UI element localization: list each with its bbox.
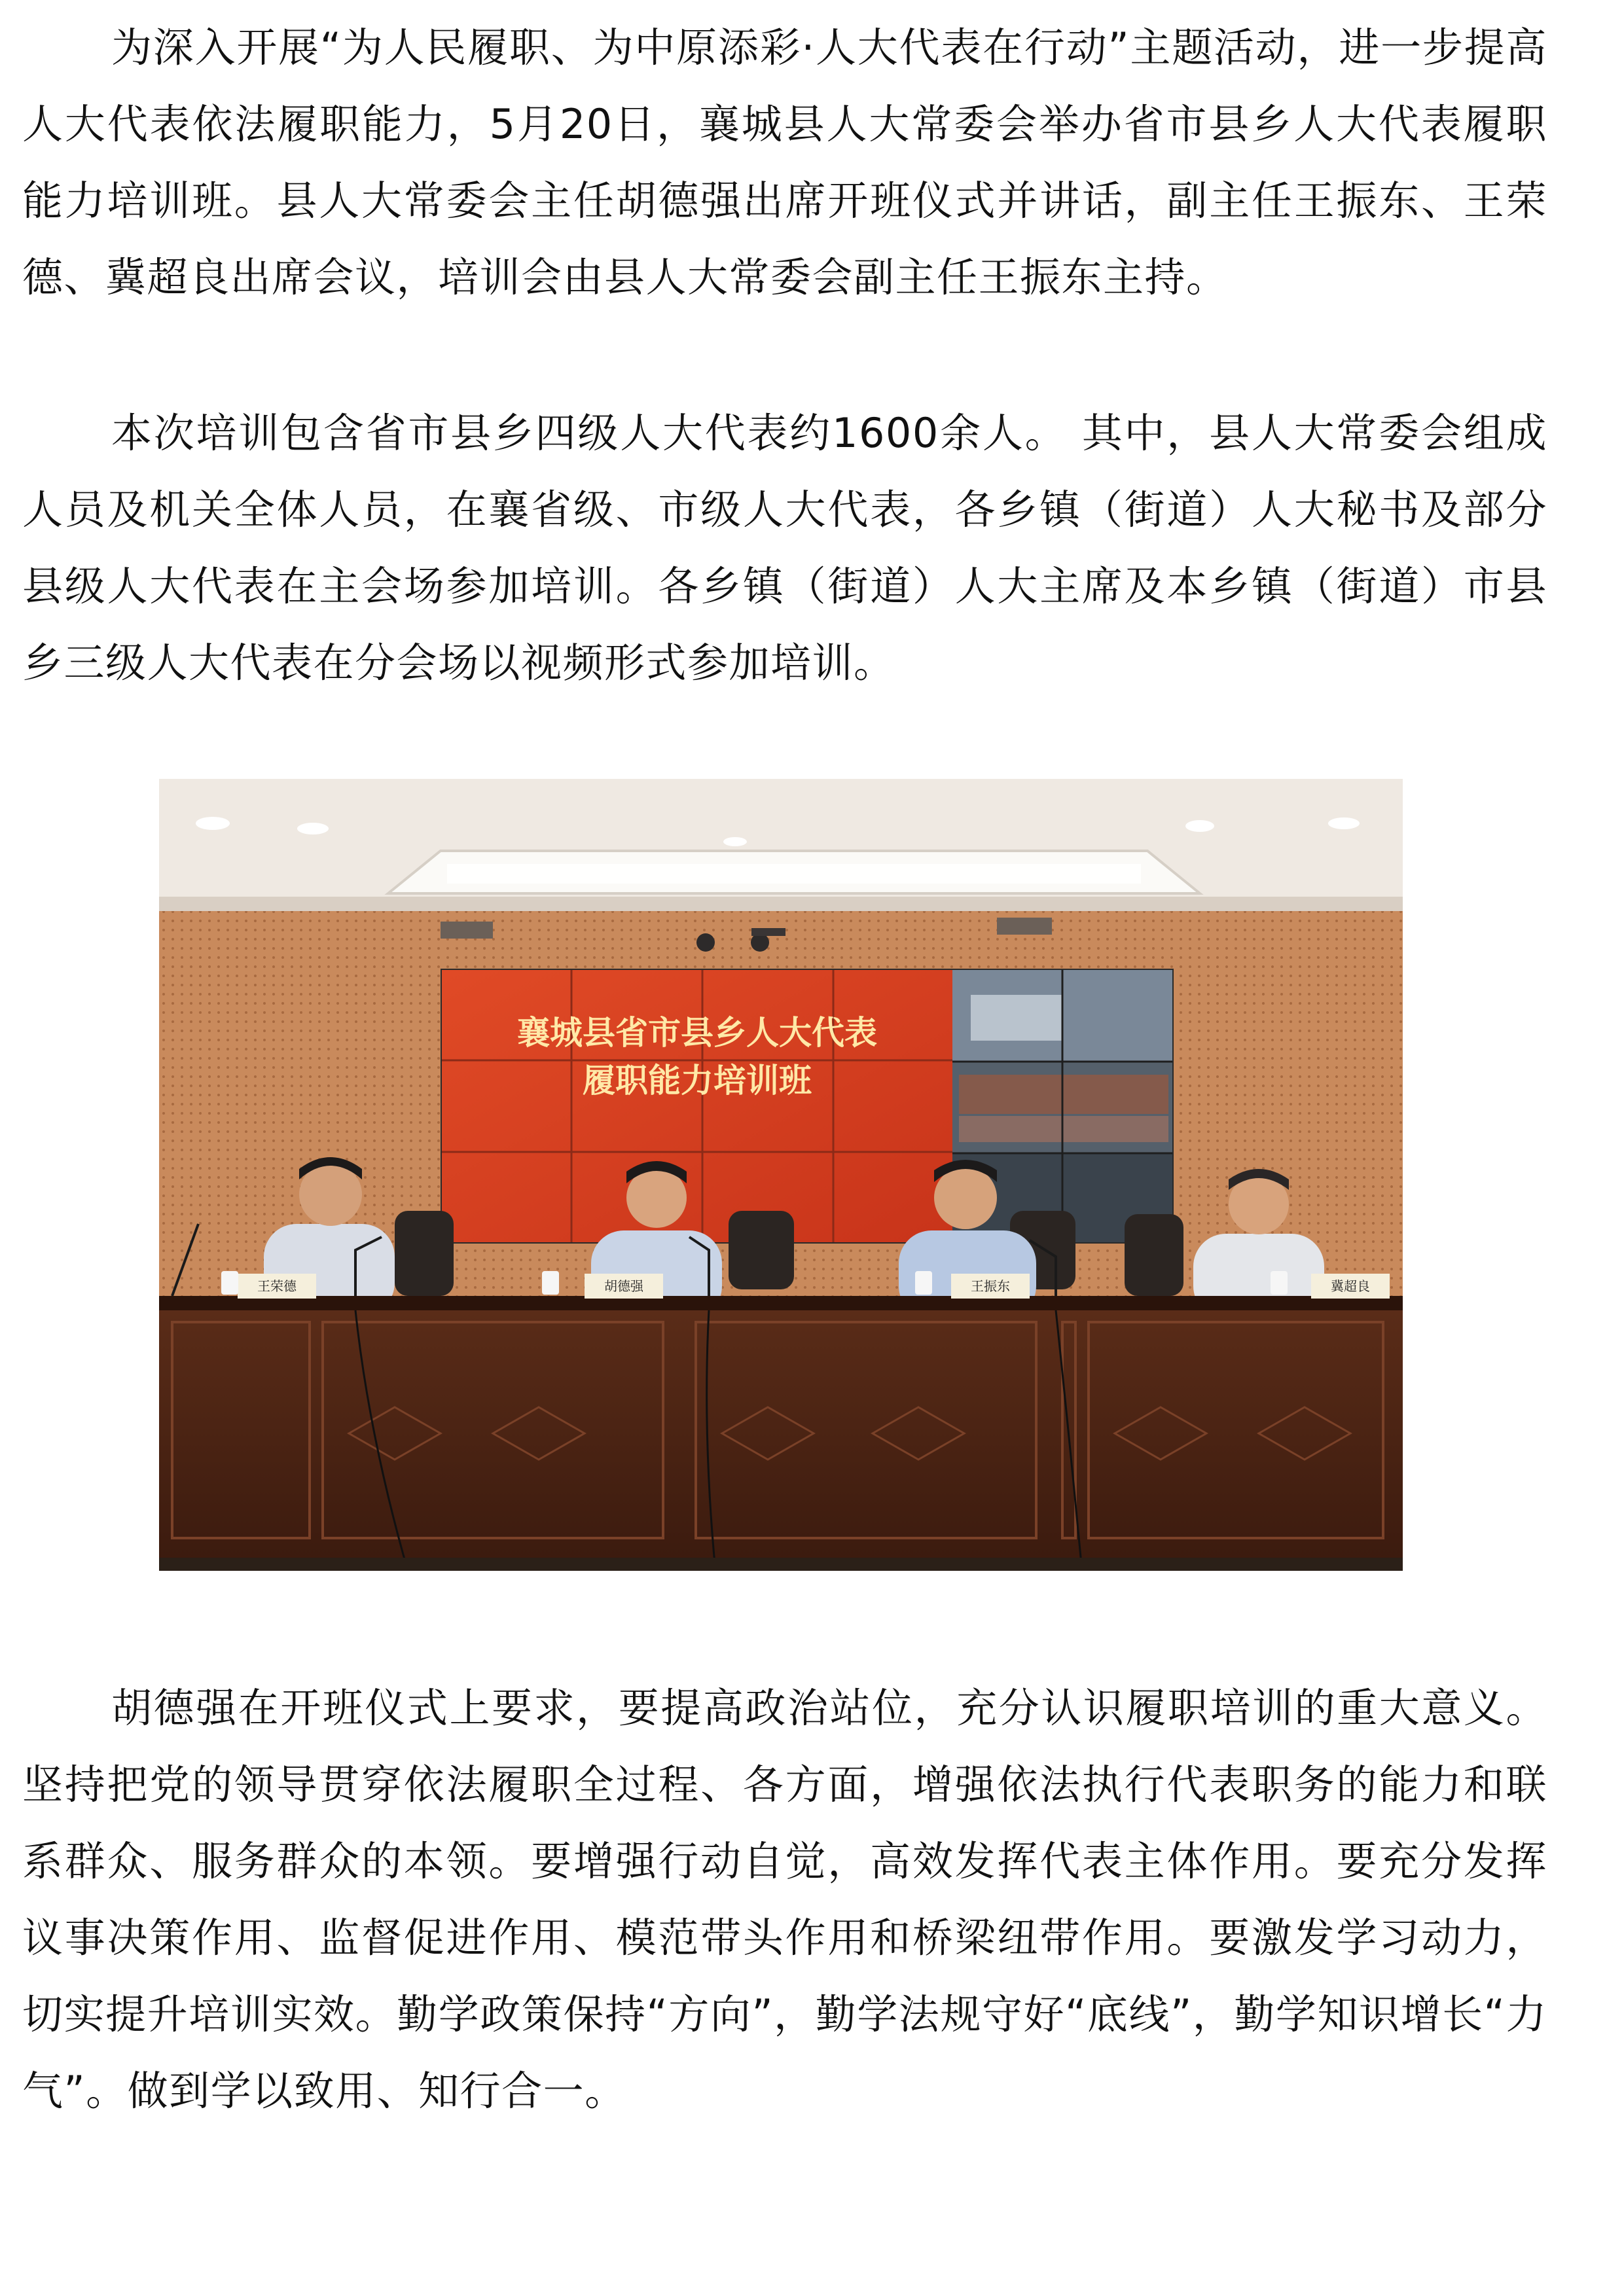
screen-title-line2: 履职能力培训班 bbox=[583, 1061, 812, 1100]
desk-front bbox=[159, 1310, 1403, 1571]
red-screen bbox=[442, 970, 952, 1242]
paragraph-participants: 本次培训包含省市县乡四级人大代表约1600余人。 其中，县人大常委会组成人员及机关全体人员，在襄省级、市级人大代表，各乡镇（街道）人大秘书及部分县级人大代表在主会场参加培训。各乡镇（街道）人大主席及本乡镇（街道）市县乡三级人大代表在分会场以视频形式参加培训。 bbox=[22, 409, 1547, 687]
nameplate-4: 冀超良 bbox=[1331, 1278, 1370, 1294]
nameplate-2: 胡德强 bbox=[604, 1278, 643, 1294]
desk-top bbox=[159, 1296, 1403, 1310]
paragraph-intro: 为深入开展“为人民履职、为中原添彩·人大代表在行动”主题活动，进一步提高人大代表依法履职能力，5月20日，襄城县人大常委会举办省市县乡人大代表履职能力培训班。县人大常委会主任胡德强出席开班仪式并讲话，副主任王振东、王荣德、冀超良出席会议，培训会由县人大常委会副主任王振东主持。 bbox=[22, 24, 1547, 301]
screen-title-line1: 襄城县省市县乡人大代表 bbox=[517, 1013, 877, 1052]
paragraph-requirements: 胡德强在开班仪式上要求，要提高政治站位，充分认识履职培训的重大意义。坚持把党的领导贯穿依法履职全过程、各方面，增强依法执行代表职务的能力和联系群众、服务群众的本领。要增强行动自觉，高效发挥代表主体作用。要充分发挥议事决策作用、监督促进作用、模范带头作用和桥梁纽带作用。要激发学习动力，切实提升培训实效。勤学政策保持“方向”，勤学法规守好“底线”，勤学知识增长“力气”。做到学以致用、知行合一。 bbox=[22, 1684, 1547, 2115]
meeting-photo bbox=[159, 779, 1403, 1571]
nameplate-3: 王振东 bbox=[971, 1278, 1010, 1294]
nameplate-1: 王荣德 bbox=[257, 1278, 297, 1294]
